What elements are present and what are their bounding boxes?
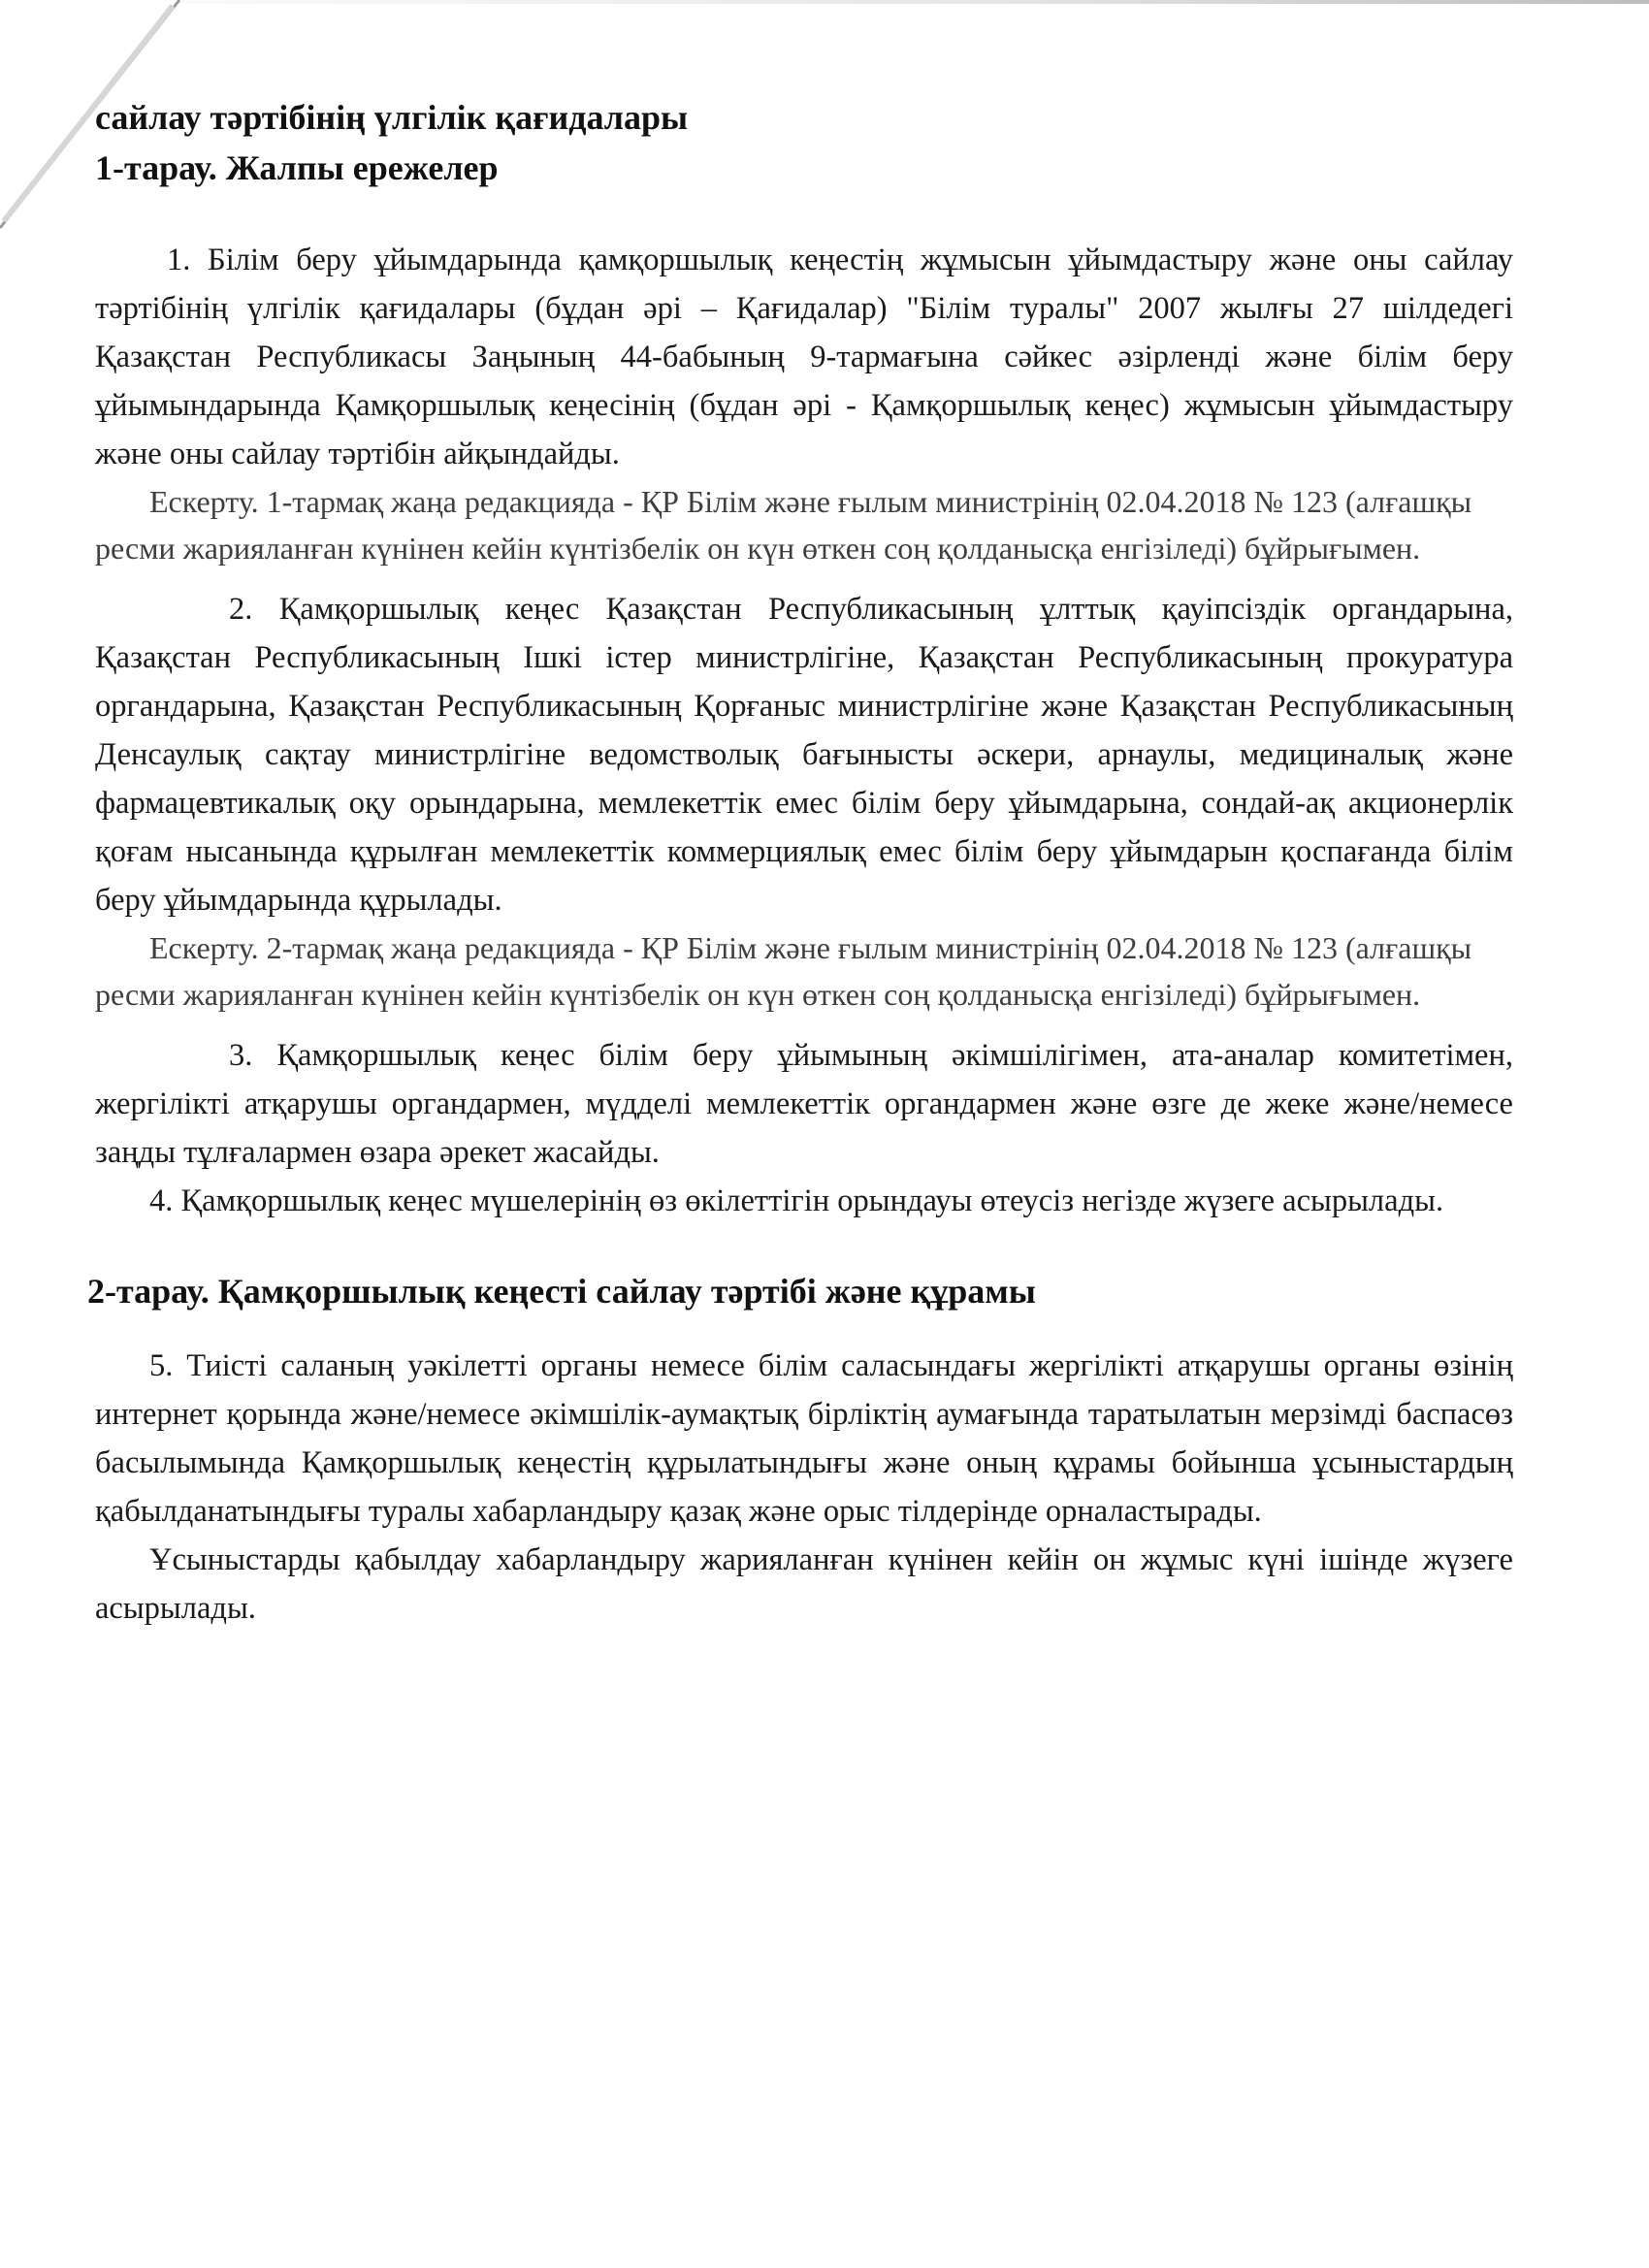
document-body [87, 92, 1513, 1633]
scan-edge [0, 0, 1649, 4]
paragraph-1: 1. Білім беру ұйымдарында қамқоршылық кеңестің жұмысын ұйымдастыру және оны сайлау тәртібінің үлгілік қағидалары (бұдан әрі – Қағидалар) "Білім туралы" 2007 жылғы 27 шілдедегі Қазақстан Республикасы Заңының 44-бабының 9-тармағына сәйкес әзірленді және білім беру ұйымындарында Қамқоршылық кеңесінің (бұдан әрі - Қамқоршылық кеңес) жұмысын ұйымдастыру және оны сайлау тәртібін айқындайды. [95, 243, 1513, 471]
paragraph-6: Ұсыныстарды қабылдау хабарландыру жарияланған күнінен кейін он жұмыс күні ішінде жүзеге асырылады. [95, 1542, 1513, 1626]
paragraph-2: 2. Қамқоршылық кеңес Қазақстан Республикасының ұлттық қауіпсіздік органдарына, Қазақстан Республикасының Ішкі істер министрлігіне, Қазақстан Республикасының прокуратура органдарына, Қазақстан Республикасының Қорғаныс министрлігіне және Қазақстан Республикасының Денсаулық сақтау министрлігіне ведомстволық бағынысты әскери, арнаулы, медициналық және фармацевтикалық оқу орындарына, мемлекеттік емес білім беру ұйымдарына, сондай-ақ акционерлік қоғам нысанында құрылған мемлекеттік коммерциялық емес білім беру ұйымдарын қоспағанда білім беру ұйымдарында құрылады. [95, 592, 1513, 918]
document-title-line: сайлау тәртібінің үлгілік қағидалары [95, 98, 689, 137]
note-1: Ескерту. 1-тармақ жаңа редакцияда - ҚР Білім және ғылым министрінің 02.04.2018 № 123 (алғашқы ресми жарияланған күнінен кейін күнтізбелік он күн өткен соң қолданысқа енгізіледі) бұйрығымен. [95, 484, 1472, 566]
paragraph-3: 3. Қамқоршылық кеңес білім беру ұйымының әкімшілігімен, ата-аналар комитетімен, жергілікті атқарушы органдармен, мүдделі мемлекеттік органдармен және өзге де жеке және/немесе заңды тұлғалармен өзара әрекет жасайды. [95, 1038, 1513, 1170]
paragraph-4: 4. Қамқоршылық кеңес мүшелерінің өз өкілеттігін орындауы өтеусіз негізде жүзеге асырылады. [149, 1183, 1444, 1218]
note-2: Ескерту. 2-тармақ жаңа редакцияда - ҚР Білім және ғылым министрінің 02.04.2018 № 123 (алғашқы ресми жарияланған күнінен кейін күнтізбелік он күн өткен соң қолданысқа енгізіледі) бұйрығымен. [95, 930, 1472, 1012]
chapter-2-heading: 2-тарау. Қамқоршылық кеңесті сайлау тәртібі және құрамы [87, 1272, 1036, 1311]
paragraph-5: 5. Тиісті саланың уәкілетті органы немесе білім саласындағы жергілікті атқарушы органы өзінің интернет қорында және/немесе әкімшілік-аумақтық бірліктің аумағында таратылатын мерзімді баспасөз басылымында Қамқоршылық кеңестің құрылатындығы және оның құрамы бойынша ұсыныстардың қабылданатындығы туралы хабарландыру қазақ және орыс тілдерінде орналастырады. [95, 1348, 1513, 1529]
chapter-1-heading: 1-тарау. Жалпы ережелер [95, 148, 499, 187]
